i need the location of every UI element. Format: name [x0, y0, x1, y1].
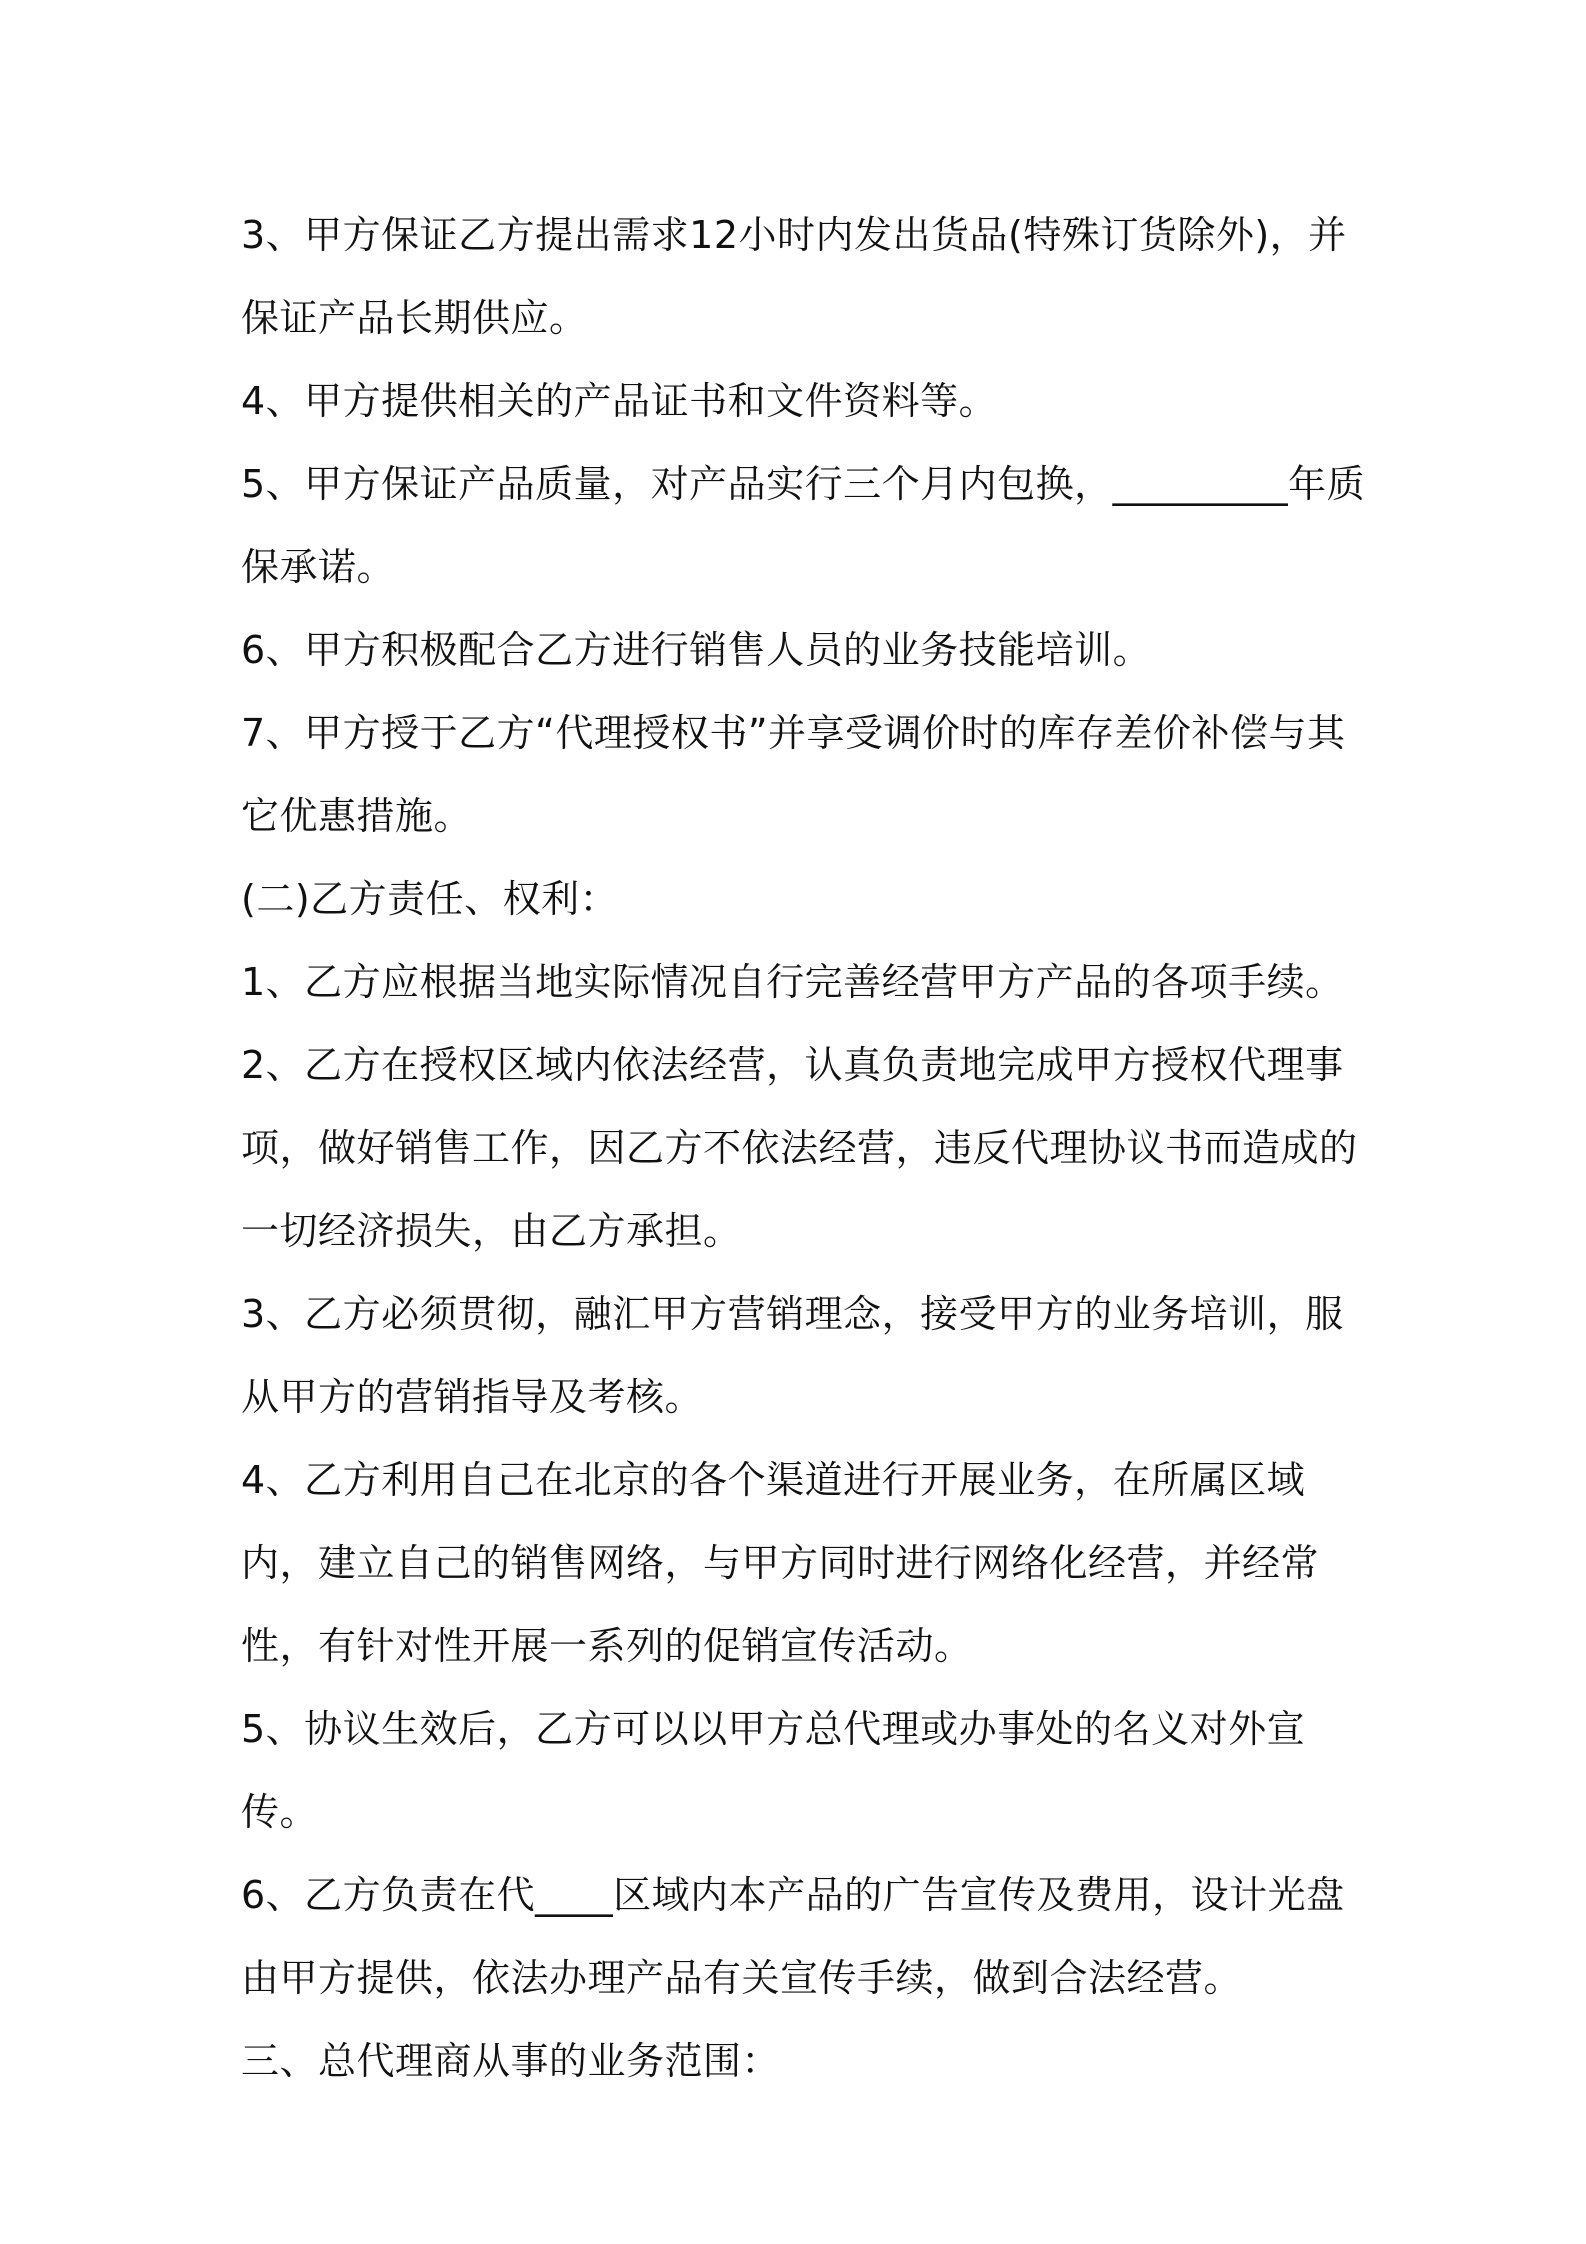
paragraph-party-a-clause-6: 6、甲方积极配合乙方进行销售人员的业务技能培训。	[241, 628, 1152, 672]
paragraph-party-a-clause-4: 4、甲方提供相关的产品证书和文件资料等。	[241, 379, 998, 423]
paragraph-party-b-clause-3: 3、乙方必须贯彻，融汇甲方营销理念，接受甲方的业务培训，服从甲方的营销指导及考核。	[241, 1292, 1344, 1419]
paragraph-party-b-clause-5: 5、协议生效后，乙方可以以甲方总代理或办事处的名义对外宣传。	[241, 1707, 1306, 1834]
paragraph-party-a-clause-5: 5、甲方保证产品质量，对产品实行三个月内包换，_________年质保承诺。	[241, 462, 1366, 589]
paragraph-party-b-clause-6: 6、乙方负责在代____区域内本产品的广告宣传及费用，设计光盘由甲方提供，依法办理产品有关宣传手续，做到合法经营。	[241, 1873, 1345, 2000]
section-heading-party-b: (二)乙方责任、权利：	[241, 877, 619, 921]
paragraph-party-b-clause-2: 2、乙方在授权区域内依法经营，认真负责地完成甲方授权代理事项，做好销售工作，因乙方不依法经营，违反代理协议书而造成的一切经济损失，由乙方承担。	[241, 1043, 1358, 1253]
paragraph-party-a-clause-3: 3、甲方保证乙方提出需求12小时内发出货品(特殊订货除外)，并保证产品长期供应。	[241, 213, 1347, 340]
paragraph-party-b-clause-1: 1、乙方应根据当地实际情况自行完善经营甲方产品的各项手续。	[241, 960, 1344, 1004]
section-heading-business-scope: 三、总代理商从事的业务范围：	[241, 2039, 781, 2083]
paragraph-party-a-clause-7: 7、甲方授于乙方“代理授权书”并享受调价时的库存差价补偿与其它优惠措施。	[241, 711, 1346, 838]
document-body	[241, 194, 1371, 2103]
paragraph-party-b-clause-4: 4、乙方利用自己在北京的各个渠道进行开展业务，在所属区域内，建立自己的销售网络，与甲方同时进行网络化经营，并经常性，有针对性开展一系列的促销宣传活动。	[241, 1458, 1320, 1668]
